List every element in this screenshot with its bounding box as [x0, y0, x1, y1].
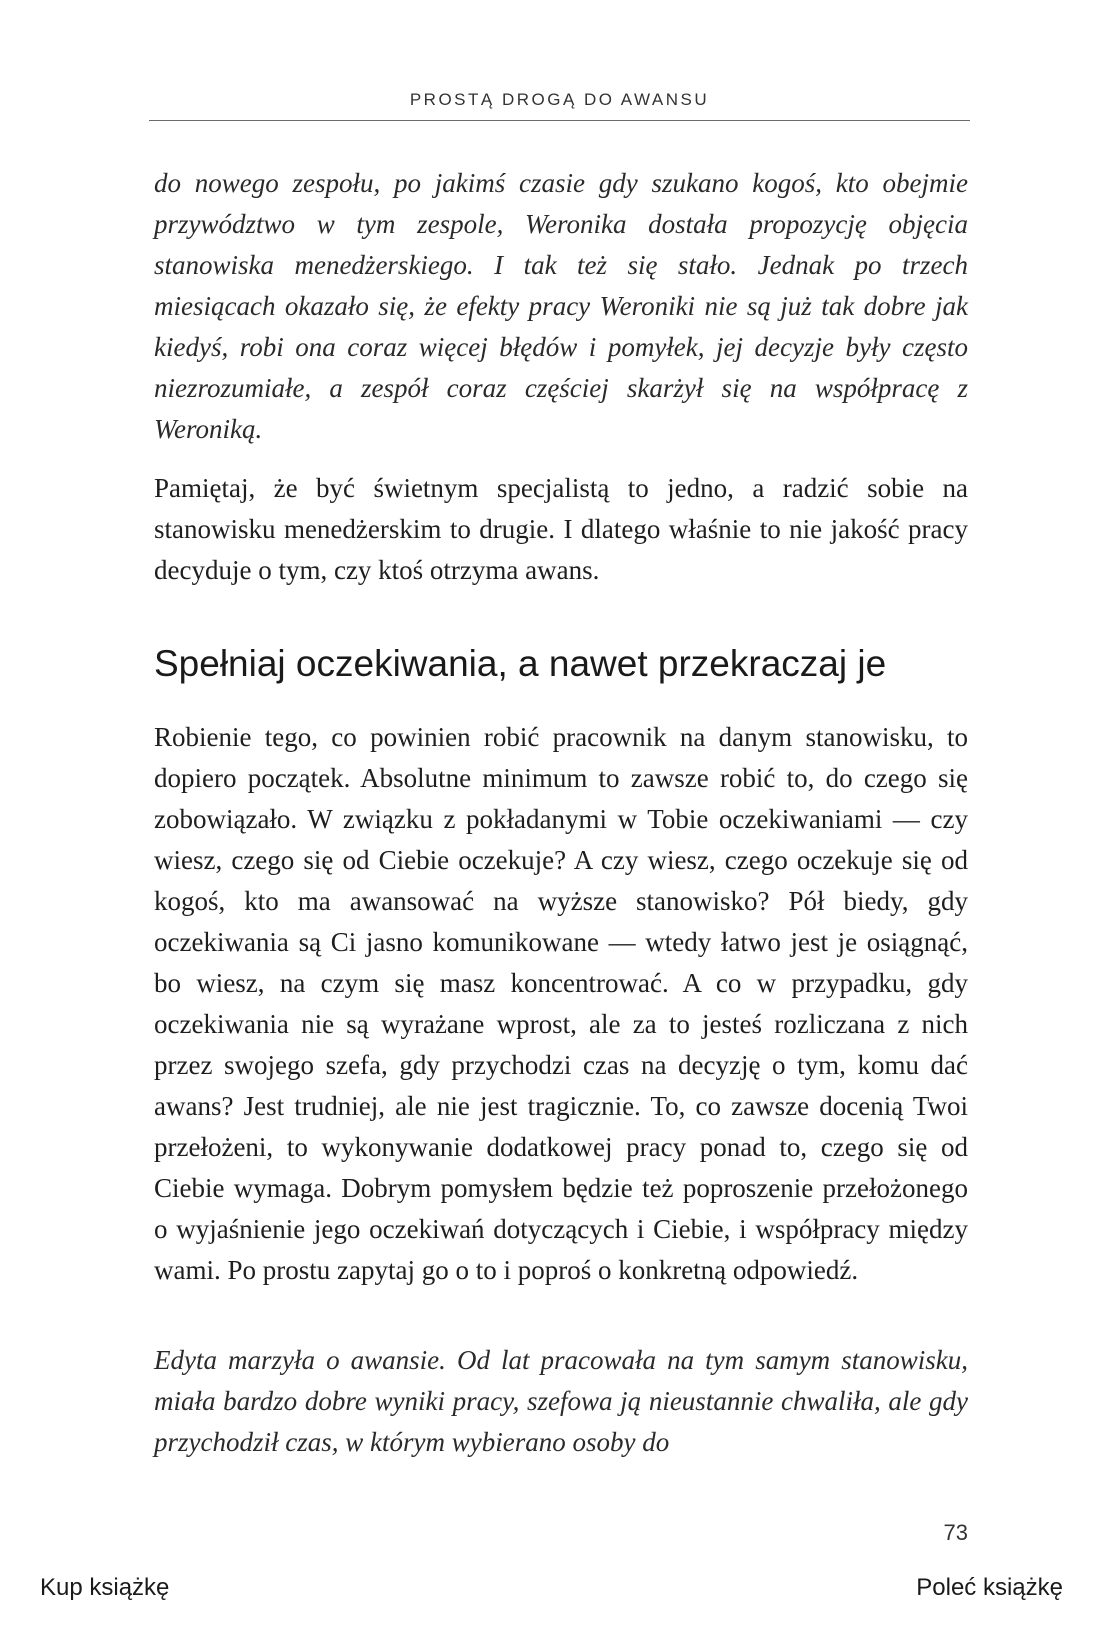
story-paragraph-edyta: Edyta marzyła o awansie. Od lat pracowała na tym samym stanowisku, miała bardzo dobre wyniki pracy, szefowa ją nieustannie chwaliła, ale gdy przychodził czas, w którym wybierano osoby do: [154, 1345, 968, 1457]
header-divider: [149, 120, 970, 121]
buy-book-link[interactable]: Kup książkę: [40, 1574, 170, 1601]
body-paragraph-summary: Pamiętaj, że być świetnym specjalistą to jedno, a radzić sobie na stanowisku menedżerskim to drugie. I dlatego właśnie to nie jakość pracy decyduje o tym, czy ktoś otrzyma awans.: [154, 473, 968, 585]
running-header: PROSTĄ DROGĄ DO AWANSU: [409, 90, 710, 109]
story-paragraph-weronika: do nowego zespołu, po jakimś czasie gdy szukano kogoś, kto obejmie przywództwo w tym zespole, Weronika dostała propozycję objęcia stanowiska menedżerskiego. I tak też się stało. Jednak po trzech miesiącach okazało się, że efekty pracy Weroniki nie są już tak dobre jak kiedyś, robi ona coraz więcej błędów i pomyłek, jej decyzje były często niezrozumiałe, a zespół coraz częściej skarżył się na współpracę z Weroniką.: [154, 168, 968, 444]
body-paragraph-expectations: Robienie tego, co powinien robić pracownik na danym stanowisku, to dopiero początek. Absolutne minimum to zawsze robić to, do czego się zobowiązało. W związku z pokładanymi w Tobie oczekiwaniami — czy wiesz, czego się od Ciebie oczekuje? A czy wiesz, czego oczekuje się od kogoś, kto ma awansować na wyższe stanowisko? Pół biedy, gdy oczekiwania są Ci jasno komunikowane — wtedy łatwo jest je osiągnąć, bo wiesz, na czym się masz koncentrować. A co w przypadku, gdy oczekiwania nie są wyrażane wprost, ale za to jesteś rozliczana z nich przez swojego szefa, gdy przychodzi czas na decyzję o tym, komu dać awans? Jest trudniej, ale nie jest tragicznie. To, co zawsze docenią Twoi przełożeni, to wykonywanie dodatkowej pracy ponad to, czego się od Ciebie wymaga. Dobrym pomysłem będzie też poproszenie przełożonego o wyjaśnienie jego oczekiwań dotyczących i Ciebie, i współpracy między wami. Po prostu zapytaj go o to i poproś o konkretną odpowiedź.: [154, 722, 968, 1285]
section-heading: Spełniaj oczekiwania, a nawet przekraczaj je: [154, 643, 887, 684]
recommend-book-link[interactable]: Poleć książkę: [916, 1574, 1063, 1601]
page-number: 73: [943, 1520, 968, 1545]
